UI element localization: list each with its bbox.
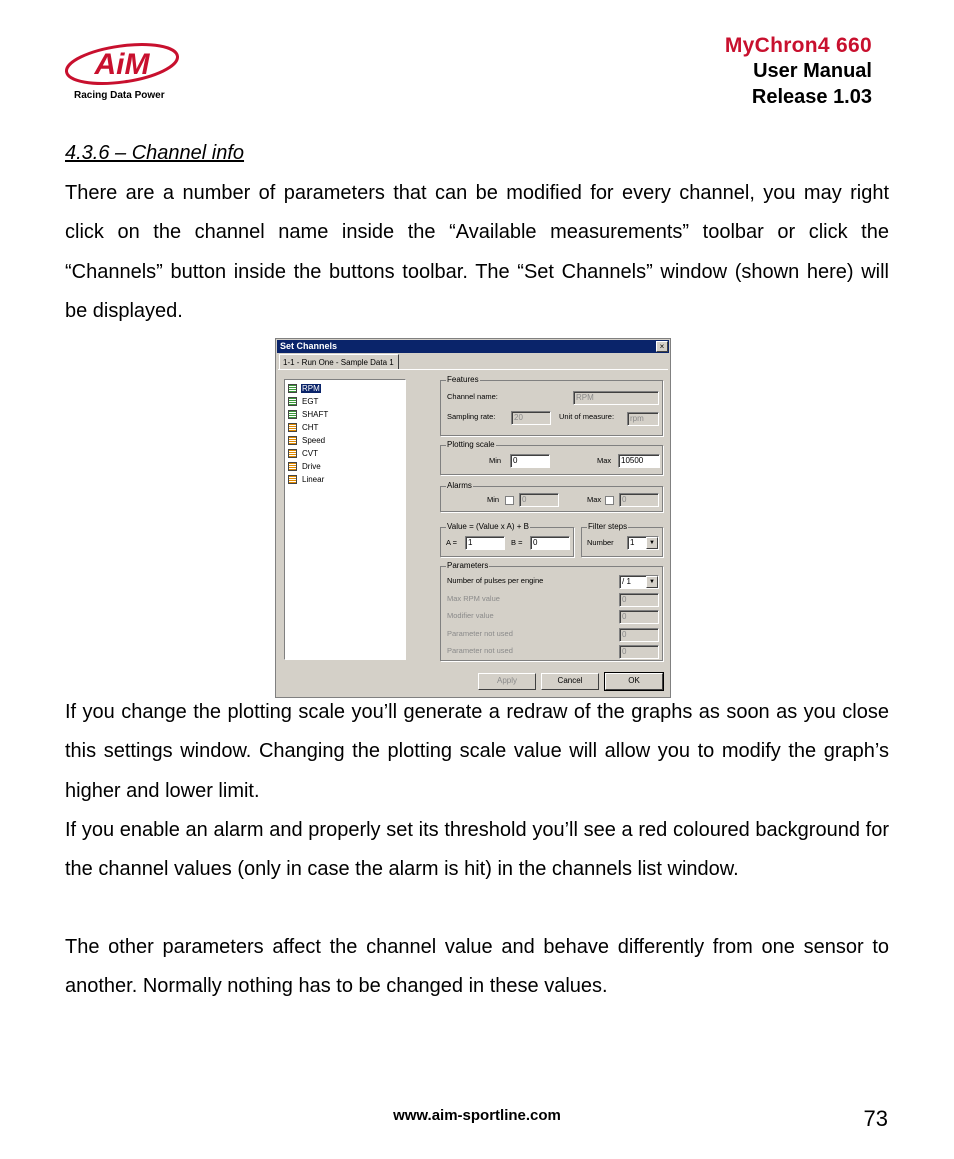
parameter-label: Modifier value xyxy=(447,611,494,620)
paragraph: The other parameters affect the channel value and behave differently from one sensor to another. Normally nothing has to be changed in these values. xyxy=(65,936,889,998)
parameter-label: Number of pulses per engine xyxy=(447,576,544,585)
tab-run-one[interactable]: 1-1 - Run One - Sample Data 1 xyxy=(279,354,399,369)
parameters-group xyxy=(440,561,663,661)
plotting-scale-title: Plotting scale xyxy=(447,440,495,449)
channel-name-field[interactable]: RPM xyxy=(573,391,659,405)
channel-label: EGT xyxy=(302,397,319,406)
channel-icon xyxy=(288,384,297,393)
channel-list-item[interactable] xyxy=(288,448,319,460)
alarm-min-checkbox[interactable] xyxy=(505,496,514,505)
parameter-value: 0 xyxy=(622,594,627,604)
alarm-min-field[interactable]: 0 xyxy=(519,493,559,507)
channel-icon xyxy=(288,475,297,484)
channel-icon xyxy=(288,423,297,432)
channel-icon xyxy=(288,449,297,458)
channel-label: SHAFT xyxy=(302,410,329,419)
value-formula-title: Value = (Value x A) + B xyxy=(447,522,529,531)
filter-number-value: 1 xyxy=(630,538,635,547)
parameter-label: Parameter not used xyxy=(447,646,513,655)
channel-list-item[interactable] xyxy=(288,383,321,395)
parameter-value: 0 xyxy=(622,629,627,639)
parameter-field[interactable] xyxy=(619,645,659,659)
factor-a-field[interactable]: 1 xyxy=(465,536,505,550)
parameter-combo[interactable] xyxy=(619,575,659,589)
channel-list-item[interactable] xyxy=(288,422,319,434)
parameter-label: Parameter not used xyxy=(447,628,513,638)
footer-url[interactable]: www.aim-sportline.com xyxy=(393,1107,561,1124)
parameter-value: / 1 xyxy=(622,577,631,586)
channel-icon xyxy=(288,436,297,445)
plotting-max-field[interactable]: 10500 xyxy=(618,454,660,468)
release-version: Release 1.03 xyxy=(751,86,872,108)
plotting-scale-group xyxy=(440,440,663,475)
plotting-min-label: Min xyxy=(489,456,502,465)
dialog-title: Set Channels xyxy=(280,341,338,351)
dialog-title-bar xyxy=(277,340,669,353)
product-name: MyChron4 660 xyxy=(724,34,872,57)
paragraph: There are a number of parameters that can be modified for every channel, you may right click on the channel name inside the “Available measurements” toolbar or click the “Channels” button inside the buttons toolbar. The “Set Channels” window (shown here) will be displayed. xyxy=(65,182,889,322)
factor-a-label: A = xyxy=(446,538,458,547)
channel-label: Speed xyxy=(302,436,326,445)
aim-logo-icon xyxy=(62,40,182,88)
offset-b-field[interactable]: 0 xyxy=(530,536,570,550)
value-formula-group xyxy=(440,522,574,557)
channel-list-item[interactable] xyxy=(288,409,329,421)
close-icon[interactable]: × xyxy=(656,341,668,352)
alarms-group xyxy=(440,481,663,512)
aim-logo-text: AiM xyxy=(94,48,150,81)
filter-steps-title: Filter steps xyxy=(588,522,628,531)
filter-steps-group xyxy=(581,522,663,557)
plotting-min-field[interactable]: 0 xyxy=(510,454,550,468)
parameter-value: 0 xyxy=(622,647,627,656)
page-number: 73 xyxy=(863,1106,888,1131)
ok-button[interactable]: OK xyxy=(605,673,663,690)
unit-of-measure-label: Unit of measure: xyxy=(559,412,615,421)
alarm-max-label: Max xyxy=(587,495,602,504)
apply-button[interactable]: Apply xyxy=(478,673,536,690)
sampling-rate-label: Sampling rate: xyxy=(447,412,496,421)
channel-list-item[interactable] xyxy=(288,461,322,473)
channel-icon xyxy=(288,397,297,406)
logo-tagline: Racing Data Power xyxy=(74,90,165,101)
document-header xyxy=(725,34,872,110)
set-channels-dialog xyxy=(275,338,671,698)
channel-list[interactable] xyxy=(284,379,406,660)
channel-label: Drive xyxy=(302,462,321,471)
aim-logo xyxy=(62,40,182,104)
dropdown-arrow-icon[interactable]: ▼ xyxy=(646,576,658,588)
dropdown-arrow-icon[interactable]: ▼ xyxy=(646,537,658,549)
document-type: User Manual xyxy=(753,60,872,82)
alarm-max-field[interactable]: 0 xyxy=(619,493,659,507)
channel-list-item[interactable] xyxy=(288,474,325,486)
paragraph: If you enable an alarm and properly set its threshold you’ll see a red coloured background for the channel values (only in case the alarm is hit) in the channels list window. xyxy=(65,819,889,881)
parameter-field[interactable] xyxy=(619,593,659,607)
plotting-max-label: Max xyxy=(597,456,612,465)
channel-label: RPM xyxy=(302,384,320,393)
features-group xyxy=(440,375,663,436)
alarm-min-label: Min xyxy=(487,495,500,504)
parameter-value: 0 xyxy=(622,612,627,621)
filter-number-label: Number xyxy=(587,538,614,547)
channel-label: Linear xyxy=(302,475,325,484)
channel-label: CHT xyxy=(302,423,319,432)
alarms-title: Alarms xyxy=(447,481,472,490)
channel-icon xyxy=(288,462,297,471)
cancel-button[interactable]: Cancel xyxy=(541,673,599,690)
paragraph: If you change the plotting scale you’ll generate a redraw of the graphs as soon as you close this settings window. Changing the plotting scale value will allow you to modify the graph’s higher and lower limit. xyxy=(65,701,889,802)
channel-list-item[interactable] xyxy=(288,396,319,408)
parameters-title: Parameters xyxy=(447,561,489,570)
parameter-field[interactable] xyxy=(619,628,659,642)
channel-list-item[interactable] xyxy=(288,435,326,447)
channel-label: CVT xyxy=(302,449,318,458)
section-title: 4.3.6 – Channel info xyxy=(65,142,245,164)
parameter-field[interactable] xyxy=(619,610,659,624)
unit-of-measure-field[interactable]: rpm xyxy=(627,412,659,426)
channel-name-label: Channel name: xyxy=(447,392,498,401)
filter-number-combo[interactable] xyxy=(627,536,659,550)
alarm-max-checkbox[interactable] xyxy=(605,496,614,505)
offset-b-label: B = xyxy=(511,538,523,547)
features-title: Features xyxy=(447,375,479,384)
channel-icon xyxy=(288,410,297,419)
parameter-label: Max RPM value xyxy=(447,593,500,603)
sampling-rate-field[interactable]: 20 xyxy=(511,411,551,425)
